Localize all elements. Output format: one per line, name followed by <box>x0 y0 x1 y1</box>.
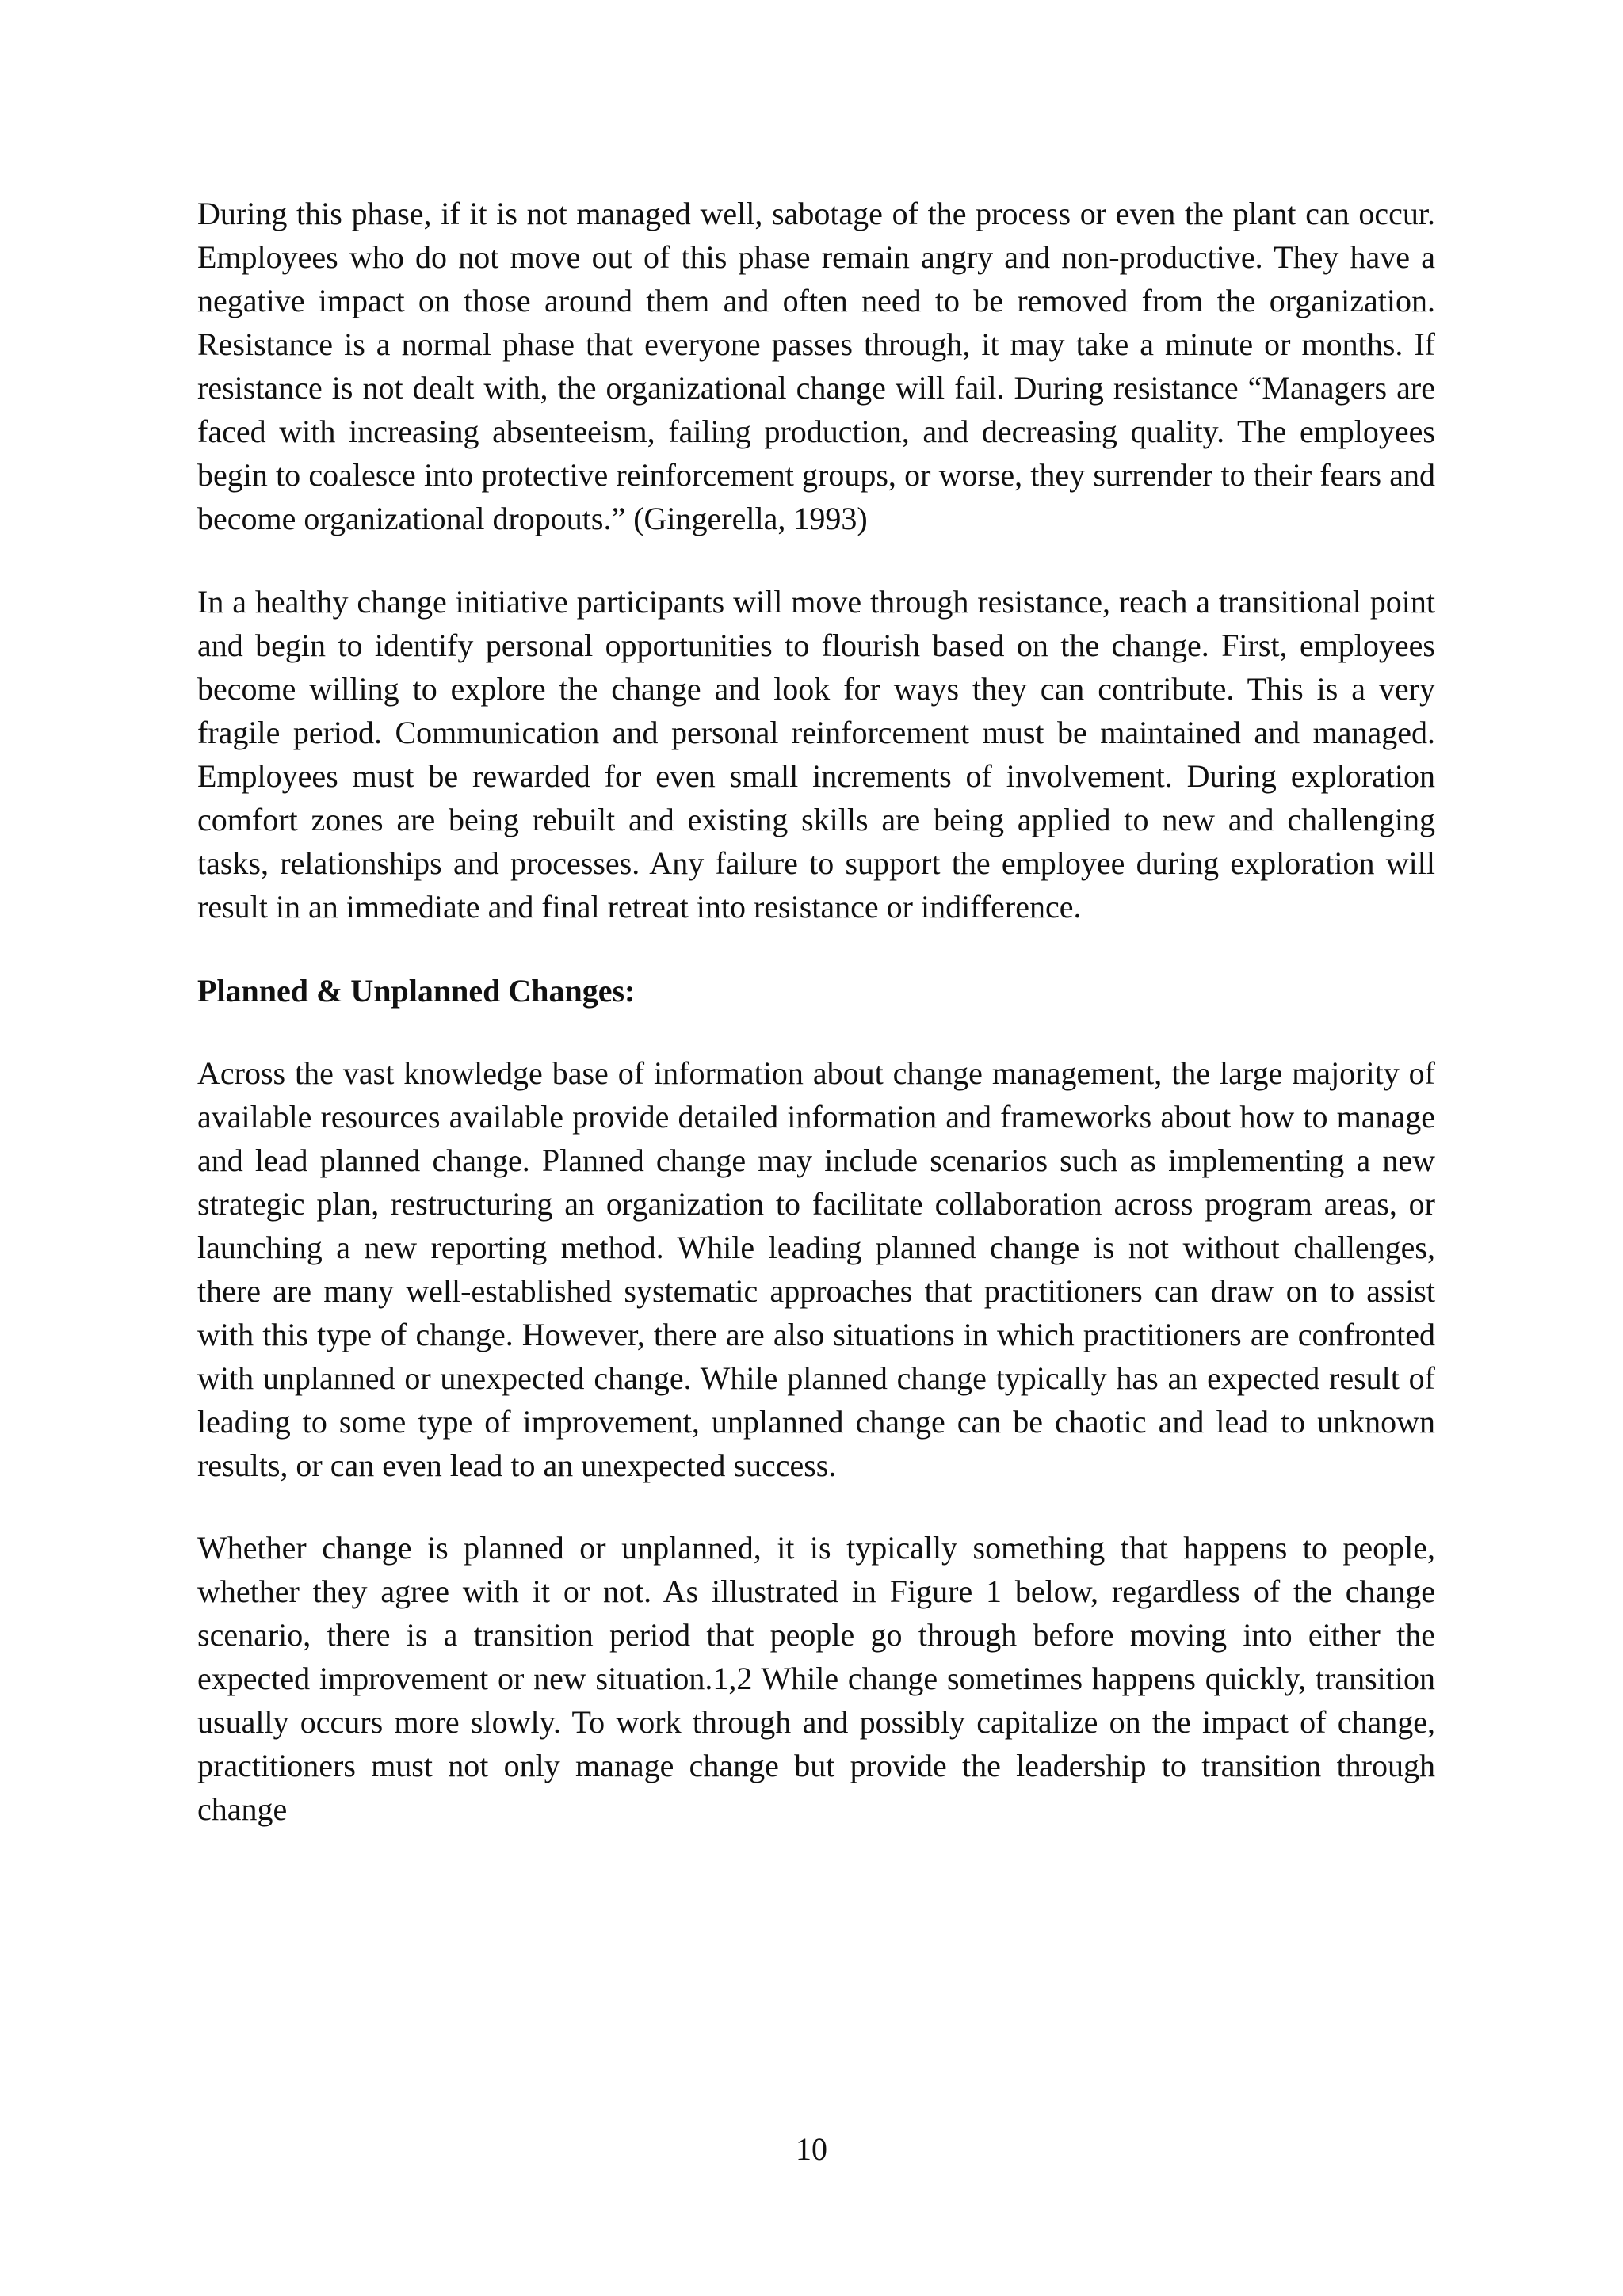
section-heading: Planned & Unplanned Changes: <box>197 973 636 1009</box>
page-body <box>197 192 1435 1831</box>
paragraph-resistance-phase: During this phase, if it is not managed well, sabotage of the process or even the plant can occur. Employees who do not move out of this phase remain angry and non-productive. They have a negative impact on those around them and often need to be removed from the organization. Resistance is a normal phase that everyone passes through, it may take a minute or months. If resistance is not dealt with, the organizational change will fail. During resistance “Managers are faced with increasing absenteeism, failing production, and decreasing quality. The employees begin to coalesce into protective reinforcement groups, or worse, they surrender to their fears and become organizational dropouts.” (Gingerella, 1993) <box>197 196 1435 536</box>
paragraph-transition: Whether change is planned or unplanned, it is typically something that happens to people, whether they agree with it or not. As illustrated in Figure 1 below, regardless of the change scenario, there is a transition period that people go through before moving into either the expected improvement or new situation.1,2 While change sometimes happens quickly, transition usually occurs more slowly. To work through and possibly capitalize on the impact of change, practitioners must not only manage change but provide the leadership to transition through change <box>197 1530 1435 1827</box>
paragraph-planned-change: Across the vast knowledge base of information about change management, the large majority of available resources available provide detailed information and frameworks about how to manage and lead planned change. Planned change may include scenarios such as implementing a new strategic plan, restructuring an organization to facilitate collaboration across program areas, or launching a new reporting method. While leading planned change is not without challenges, there are many well-established systematic approaches that practitioners can draw on to assist with this type of change. However, there are also situations in which practitioners are confronted with unplanned or unexpected change. While planned change typically has an expected result of leading to some type of improvement, unplanned change can be chaotic and lead to unknown results, or can even lead to an unexpected success. <box>197 1055 1435 1483</box>
page-number: 10 <box>796 2131 827 2167</box>
paragraph-healthy-change: In a healthy change initiative participants will move through resistance, reach a transitional point and begin to identify personal opportunities to flourish based on the change. First, employees become willing to explore the change and look for ways they can contribute. This is a very fragile period. Communication and personal reinforcement must be maintained and managed. Employees must be rewarded for even small increments of involvement. During exploration comfort zones are being rebuilt and existing skills are being applied to new and challenging tasks, relationships and processes. Any failure to support the employee during exploration will result in an immediate and final retreat into resistance or indifference. <box>197 584 1435 925</box>
